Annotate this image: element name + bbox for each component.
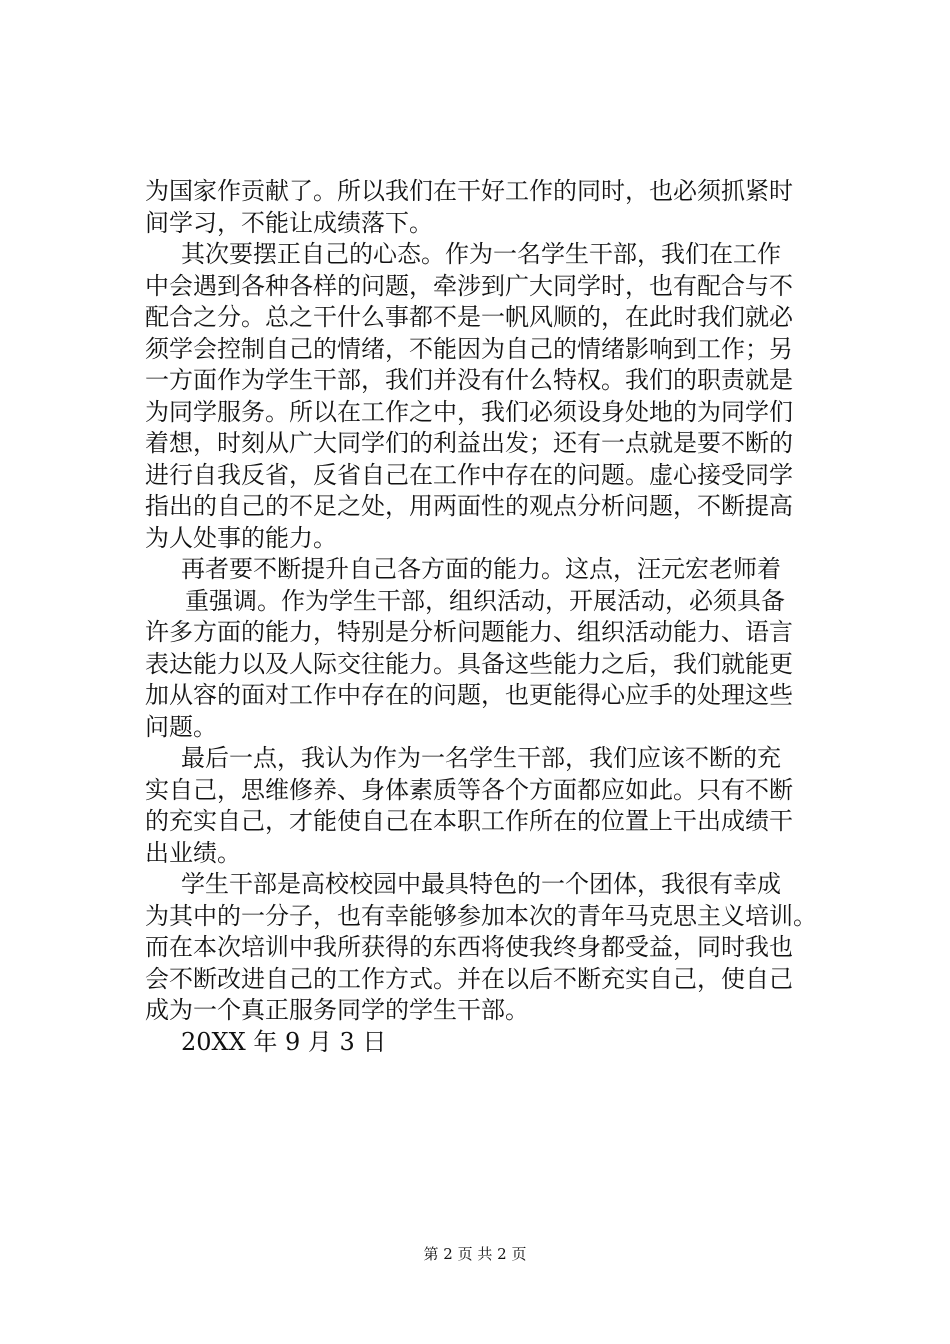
text-line: 许多方面的能力，特别是分析问题能力、组织活动能力、语言: [145, 618, 793, 646]
text-line: 表达能力以及人际交往能力。具备这些能力之后，我们就能更: [145, 649, 793, 678]
text-line: 为同学服务。所以在工作之中，我们必须设身处地的为同学们: [145, 397, 793, 426]
paragraph-start-line: 最后一点，我认为作为一名学生干部，我们应该不断的充: [181, 744, 781, 772]
text-line: 配合之分。总之干什么事都不是一帆风顺的，在此时我们就必: [145, 303, 793, 331]
date-line: 20XX 年 9 月 3 日: [181, 1027, 387, 1056]
paragraph-start-line: 其次要摆正自己的心态。作为一名学生干部，我们在工作: [181, 240, 781, 268]
text-line: 加从容的面对工作中存在的问题，也更能得心应手的处理这些: [145, 681, 793, 709]
text-line: 问题。: [145, 712, 217, 741]
text-line: 一方面作为学生干部，我们并没有什么特权。我们的职责就是: [145, 366, 793, 394]
document-body: [145, 176, 825, 1058]
text-line: 重强调。作为学生干部，组织活动，开展活动，必须具备: [185, 586, 785, 615]
text-line: 出业绩。: [145, 838, 241, 867]
paragraph-start-line: 学生干部是高校校园中最具特色的一个团体，我很有幸成: [181, 870, 781, 898]
text-line: 成为一个真正服务同学的学生干部。: [145, 996, 529, 1024]
text-line: 为国家作贡献了。所以我们在干好工作的同时，也必须抓紧时: [145, 177, 793, 205]
text-line: 而在本次培训中我所获得的东西将使我终身都受益，同时我也: [145, 933, 793, 961]
text-line: 中会遇到各种各样的问题，牵涉到广大同学时，也有配合与不: [145, 271, 793, 300]
text-line: 进行自我反省，反省自己在工作中存在的问题。虚心接受同学: [145, 460, 793, 489]
paragraph-start-line: 再者要不断提升自己各方面的能力。这点，汪元宏老师着: [181, 555, 781, 583]
text-line: 须学会控制自己的情绪，不能因为自己的情绪影响到工作；另: [145, 334, 793, 363]
text-line: 为人处事的能力。: [145, 523, 337, 552]
text-line: 的充实自己，才能使自己在本职工作所在的位置上干出成绩干: [145, 807, 793, 835]
text-line: 间学习，不能让成绩落下。: [145, 208, 433, 237]
text-line: 实自己，思维修养、身体素质等各个方面都应如此。只有不断: [145, 775, 793, 804]
text-line: 为其中的一分子，也有幸能够参加本次的青年马克思主义培训。: [145, 901, 817, 930]
page-number-footer: 第 2 页 共 2 页: [423, 1245, 527, 1263]
text-line: 着想，时刻从广大同学们的利益出发；还有一点就是要不断的: [145, 429, 793, 457]
text-line: 指出的自己的不足之处，用两面性的观点分析问题，不断提高: [145, 492, 793, 520]
text-line: 会不断改进自己的工作方式。并在以后不断充实自己，使自己: [145, 964, 793, 993]
